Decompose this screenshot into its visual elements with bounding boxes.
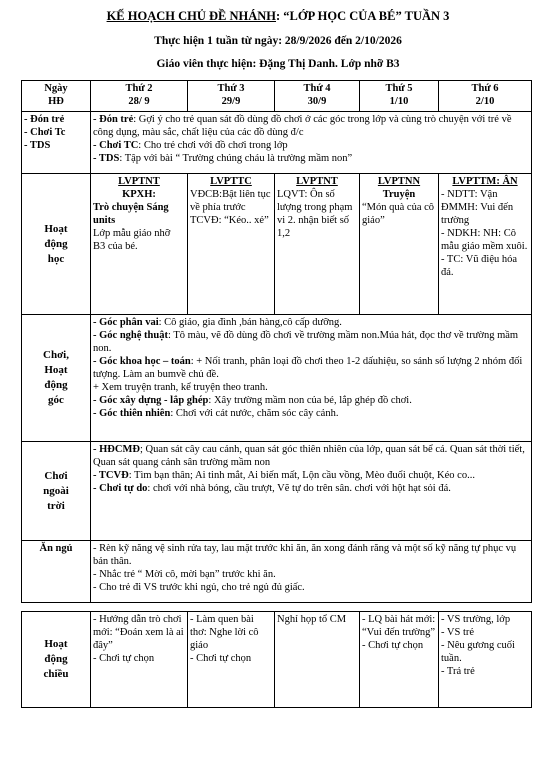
- day-date: 28/ 9: [128, 96, 150, 107]
- hdh-thu-subject: Truyện: [382, 189, 416, 200]
- goc-item-text: + Xem truyện tranh, kể truyện theo tranh.: [93, 382, 268, 393]
- day-date: 30/9: [307, 96, 327, 107]
- choi-tc-text: [93, 139, 529, 152]
- goc-item: [93, 316, 529, 329]
- title-prefix: KẾ HOẠCH CHỦ ĐỀ NHÁNH: [106, 9, 277, 23]
- day-name: Thứ 6: [471, 83, 499, 94]
- label-don-tre: - Đón trẻ: [24, 114, 65, 125]
- ngoai-troi-content: [91, 442, 532, 541]
- goc-item-label: - Góc khoa học – toán: [93, 356, 191, 367]
- an-ngu-line: - Cho trẻ đi VS trước khi ngủ, cho trẻ ngủ đủ giấc.: [93, 582, 305, 593]
- choi-goc-label: Chơi, Hoạt động góc: [22, 315, 91, 442]
- don-tre-text: [93, 113, 529, 139]
- morning-content-cell: [91, 112, 532, 174]
- tds-text: [93, 152, 529, 165]
- header-cell-tue: [188, 81, 275, 112]
- goc-item: [93, 407, 529, 420]
- hdh-thu-body: “Món quà của cô giáo”: [362, 202, 435, 226]
- goc-item-label: - Góc phân vai: [93, 317, 159, 328]
- header-cell-mon: [91, 81, 188, 112]
- goc-item-text: : Chơi với cát nước, chăm sóc cây cảnh.: [170, 408, 339, 419]
- goc-item-text: : Xây trường mầm non của bé, lắp ghép đồ chơi.: [208, 395, 412, 406]
- teacher-info: Giáo viên thực hiện: Đặng Thị Danh. Lớp nhỡ B3: [156, 58, 400, 70]
- ngoai-troi-item-label: - Chơi tự do: [93, 483, 148, 494]
- label-choi-tc: - Chơi Tc: [24, 127, 66, 138]
- an-ngu-content: [91, 541, 532, 603]
- ngoai-troi-item: [93, 443, 529, 469]
- choi-goc-content: [91, 315, 532, 442]
- hdh-fri-cell: [439, 174, 532, 315]
- an-ngu-row: [22, 541, 532, 603]
- hdh-wed-head: LVPTNT: [296, 176, 338, 187]
- goc-item: [93, 329, 529, 355]
- hdh-tue-head: LVPTTC: [210, 176, 252, 187]
- chieu-tue-cell: - Làm quen bài thơ: Nghe lời cô giáo - Chơi tự chọn: [188, 612, 275, 708]
- header-cell-day: [22, 81, 91, 112]
- header-day-label: Ngày: [44, 83, 68, 94]
- hdh-mon-subject: KPXH:: [122, 189, 156, 200]
- morning-label-cell: [22, 112, 91, 174]
- ngoai-troi-item: [93, 469, 529, 482]
- don-tre-label: - Đón trẻ: [93, 114, 134, 125]
- an-ngu-line: - Rèn kỹ năng vệ sinh rửa tay, lau mặt trước khi ăn, ăn xong đánh răng và một số kỹ năng tự phục vụ bản thân.: [93, 543, 517, 567]
- header-cell-wed: [275, 81, 360, 112]
- table-header-row: [22, 81, 532, 112]
- hdh-tue-body: VĐCB:Bật liên tục về phía trước TCVĐ: “Kéo.. xẻ”: [190, 189, 271, 226]
- plan-table: [21, 80, 532, 603]
- title-suffix: : “LỚP HỌC CỦA BÉ” TUẦN 3: [276, 9, 450, 23]
- hoat-dong-chieu-label: Hoạt động chiều: [22, 612, 91, 708]
- header-cell-thu: [360, 81, 439, 112]
- hoat-dong-hoc-row: [22, 174, 532, 315]
- day-name: Thứ 4: [303, 83, 331, 94]
- choi-tc-body: : Cho trẻ chơi với đồ chơi trong lớp: [138, 140, 288, 151]
- ngoai-troi-item-label: - HĐCMĐ: [93, 444, 140, 455]
- ngoai-troi-item: [93, 482, 529, 495]
- goc-item: [93, 355, 529, 381]
- afternoon-table: [21, 611, 532, 708]
- header-activity-label: HĐ: [48, 96, 64, 107]
- hdh-thu-cell: [360, 174, 439, 315]
- day-name: Thứ 5: [385, 83, 413, 94]
- label-tds: - TDS: [24, 140, 51, 151]
- hoat-dong-hoc-label: Hoạt động học: [22, 174, 91, 315]
- hdh-wed-body: LQVT: Ôn số lượng trong phạm vi 2. nhận biết số 1,2: [277, 189, 353, 239]
- don-tre-body: : Gợi ý cho trẻ quan sát đồ dùng đồ chơi ở các góc trong lớp và cùng trò chuyện với trẻ về công dụng, màu sắc, chất liệu của các đồ dùng đ/c: [93, 114, 512, 138]
- hdh-mon-topic: Trò chuyện Sáng units: [93, 202, 169, 226]
- header-cell-fri: [439, 81, 532, 112]
- goc-item-text: : Cô giáo, gia đình ,bán hàng,cô cấp dưỡng.: [158, 317, 342, 328]
- morning-row: [22, 112, 532, 174]
- tds-label: - TDS: [93, 153, 120, 164]
- chieu-mon-cell: - Hướng dẫn trò chơi mới: “Đoán xem là ai đây” - Chơi tự chọn: [91, 612, 188, 708]
- goc-item-text: : Tô màu, vẽ đồ dùng đồ chơi về trường mầm non.Múa hát, đọc thơ về trường mầm non.: [93, 330, 519, 354]
- goc-item-label: - Góc xây dựng - lắp ghép: [93, 395, 209, 406]
- goc-item: [93, 394, 529, 407]
- tds-body: : Tập với bài “ Trường chúng cháu là trường mầm non”: [119, 153, 353, 164]
- day-date: 29/9: [221, 96, 241, 107]
- ngoai-troi-item-text: ; Quan sát cây cau cảnh, quan sát góc thiên nhiên của lớp, quan sát bể cá. Quan sát thời tiết, Quan sát quang cảnh sân trường mầm non: [93, 444, 525, 468]
- goc-item-text: : + Nối tranh, phân loại đồ chơi theo 1-2 dấuhiệu, so sánh số lượng 2 nhóm đối tượng. Làm an bumvề chủ đề.: [93, 356, 523, 380]
- an-ngu-label: Ăn ngủ: [22, 541, 91, 603]
- goc-item: [93, 381, 529, 394]
- chieu-wed-cell: Nghỉ họp tổ CM: [275, 612, 360, 708]
- hoat-dong-chieu-row: [22, 612, 532, 708]
- document-title: [0, 9, 556, 24]
- day-name: Thứ 3: [217, 83, 245, 94]
- goc-item-label: - Góc thiên nhiên: [93, 408, 171, 419]
- hdh-mon-cell: [91, 174, 188, 315]
- hdh-tue-cell: [188, 174, 275, 315]
- ngoai-troi-label: Chơi ngoài trời: [22, 442, 91, 541]
- ngoai-troi-row: [22, 442, 532, 541]
- hdh-fri-body: - NDTT: Vận ĐMMH: Vui đến trường - NDKH: NH: Cô mẫu giáo mềm xuôi. - TC: Vũ điệu hóa đá.: [441, 189, 528, 278]
- day-date: 2/10: [475, 96, 495, 107]
- hdh-mon-head: LVPTNT: [118, 176, 160, 187]
- hdh-wed-cell: [275, 174, 360, 315]
- ngoai-troi-item-text: : chơi với nhà bóng, cầu trượt, Vẽ tự do trên sân. chơi với hột hạt sỏi đá.: [147, 483, 451, 494]
- date-range: Thực hiện 1 tuần từ ngày: 28/9/2026 đến 2/10/2026: [154, 35, 402, 47]
- day-date: 1/10: [389, 96, 409, 107]
- goc-item-label: - Góc nghệ thuật: [93, 330, 168, 341]
- day-name: Thứ 2: [125, 83, 153, 94]
- choi-tc-label: - Chơi TC: [93, 140, 139, 151]
- chieu-fri-cell: - VS trường, lớp - VS trẻ - Nêu gương cuối tuần. - Trả trẻ: [439, 612, 532, 708]
- ngoai-troi-item-label: - TCVĐ: [93, 470, 129, 481]
- an-ngu-line: - Nhắc trẻ “ Mời cô, mời bạn” trước khi ăn.: [93, 569, 276, 580]
- choi-goc-row: [22, 315, 532, 442]
- chieu-thu-cell: - LQ bài hát mới: “Vui đến trường” - Chơi tự chọn: [360, 612, 439, 708]
- hdh-fri-head: LVPTTM: ÂN: [452, 176, 518, 187]
- ngoai-troi-item-text: : Tìm bạn thân; Ai tinh mắt, Ai biến mất, Lộn cầu vồng, Mèo đuổi chuột, Kéo co...: [128, 470, 475, 481]
- hdh-thu-head: LVPTNN: [377, 176, 421, 187]
- hdh-mon-body: Lớp mẫu giáo nhỡ B3 của bé.: [93, 228, 171, 252]
